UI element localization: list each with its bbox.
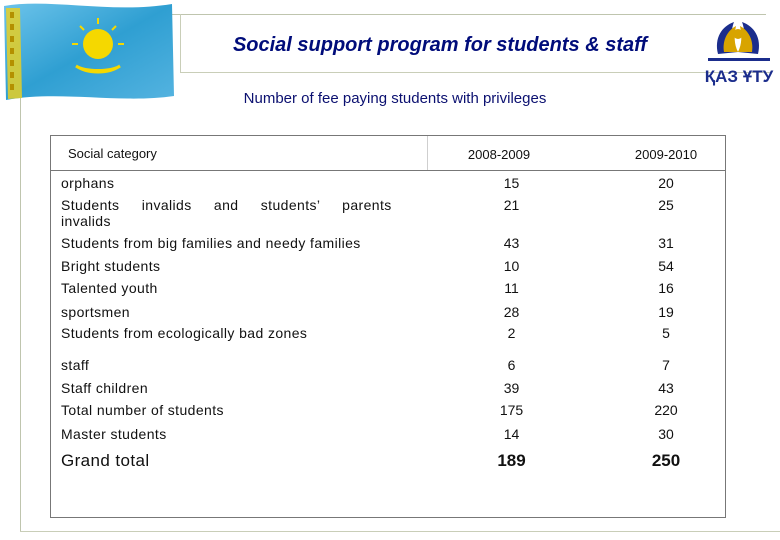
value-2009-2010: 54 bbox=[658, 258, 674, 274]
row-label: Staff children bbox=[61, 380, 149, 396]
university-logo-icon bbox=[700, 16, 778, 94]
table-caption: Number of fee paying students with privileges bbox=[243, 90, 547, 107]
value-2008-2009: 10 bbox=[503, 258, 520, 274]
value-2009-2010: 30 bbox=[658, 426, 674, 442]
row-label: Master students bbox=[61, 426, 167, 442]
row-label: staff bbox=[61, 357, 90, 373]
value-2008-2009: 189 bbox=[497, 451, 526, 470]
logo-text: ҚАЗ ҰТУ bbox=[704, 67, 774, 86]
footer-divider bbox=[20, 531, 780, 532]
row-label: Students from ecologically bad zones bbox=[61, 325, 308, 341]
value-2009-2010: 31 bbox=[658, 235, 674, 251]
value-2009-2010: 7 bbox=[662, 357, 670, 373]
value-2008-2009: 6 bbox=[507, 357, 516, 373]
value-2008-2009: 11 bbox=[504, 280, 519, 296]
value-2008-2009: 28 bbox=[503, 304, 520, 320]
header-divider-line bbox=[427, 136, 428, 170]
value-2009-2010: 5 bbox=[662, 325, 670, 341]
row-label: Grand total bbox=[61, 451, 150, 470]
value-2008-2009: 2 bbox=[507, 325, 516, 341]
column-header-2009-2010: 2009-2010 bbox=[634, 147, 698, 162]
column-header-2008-2009: 2008-2009 bbox=[467, 147, 531, 162]
value-2009-2010: 19 bbox=[658, 304, 674, 320]
value-2009-2010: 250 bbox=[651, 451, 681, 470]
value-2009-2010: 220 bbox=[654, 402, 678, 418]
value-2009-2010: 25 bbox=[658, 197, 674, 213]
value-2008-2009: 15 bbox=[503, 175, 520, 191]
row-label: Talented youth bbox=[61, 280, 158, 296]
column-header-category: Social category bbox=[68, 146, 157, 161]
row-label: Students from big families and needy families bbox=[61, 235, 361, 251]
row-label: Bright students bbox=[61, 258, 161, 274]
value-2008-2009: 39 bbox=[503, 380, 520, 396]
value-2008-2009: 43 bbox=[503, 235, 520, 251]
value-2009-2010: 20 bbox=[658, 175, 674, 191]
header-divider bbox=[180, 72, 772, 73]
value-2008-2009: 21 bbox=[503, 197, 520, 213]
privileges-table bbox=[50, 135, 726, 518]
row-label: orphans bbox=[61, 175, 115, 191]
row-label: sportsmen bbox=[61, 304, 130, 320]
page-title: Social support program for students & staff bbox=[232, 34, 648, 56]
value-2009-2010: 16 bbox=[658, 280, 674, 296]
row-label: Students invalids and students’ parents invalids bbox=[61, 197, 392, 229]
table-header bbox=[51, 136, 725, 171]
value-2008-2009: 175 bbox=[499, 402, 524, 418]
row-label: Total number of students bbox=[61, 402, 224, 418]
header-divider-vertical bbox=[180, 14, 181, 72]
value-2009-2010: 43 bbox=[658, 380, 674, 396]
value-2008-2009: 14 bbox=[503, 426, 520, 442]
